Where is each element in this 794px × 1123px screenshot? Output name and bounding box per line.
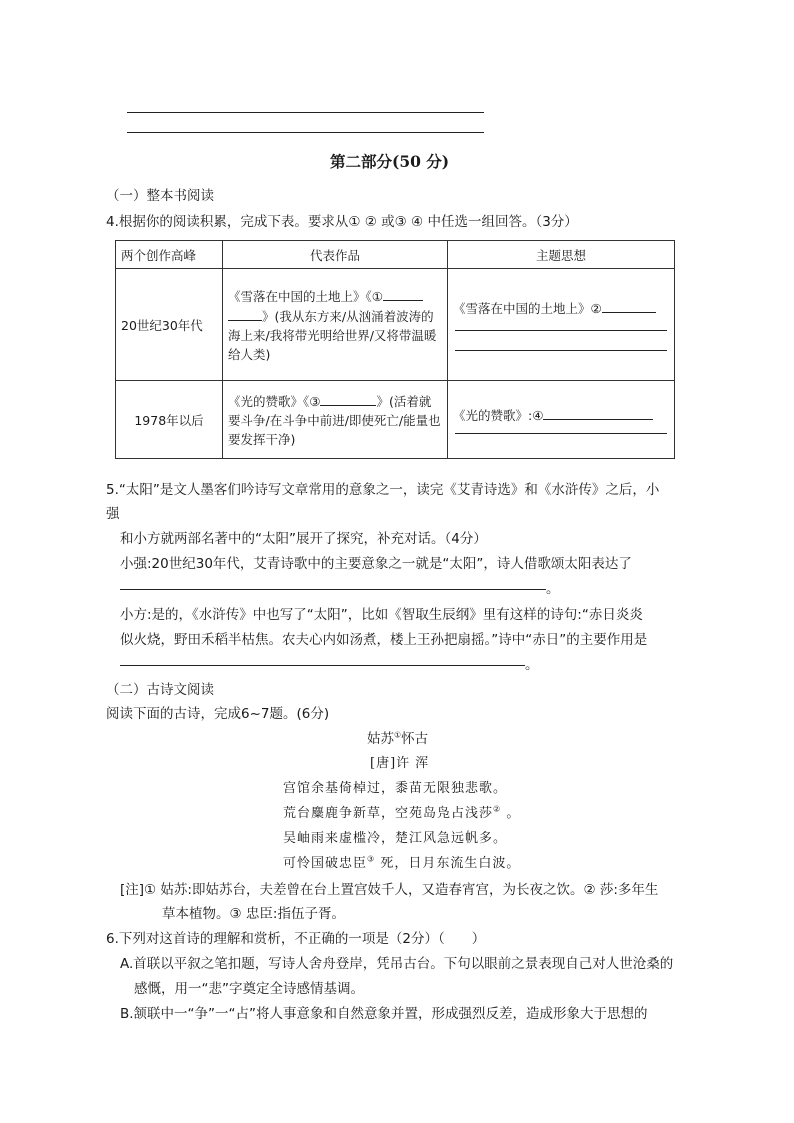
question-5-xiaofang-2: 似火烧，野田禾稻半枯焦。农夫心内如汤煮，楼上王孙把扇摇。”诗中“赤日”的主要作用是 <box>120 632 648 648</box>
works-text-a: 《光的赞歌》《③ <box>228 393 321 409</box>
blank-4[interactable] <box>543 405 653 420</box>
poem-author: [唐]许 浑 <box>370 756 430 771</box>
section-heading-whole-book: （一）整本书阅读 <box>106 188 214 204</box>
question-6-prompt: 6.下列对这首诗的理解和赏析，不正确的一项是（2分）（ ） <box>106 931 486 947</box>
poem-title: 姑苏①怀古 <box>367 730 429 747</box>
table-row <box>116 269 675 381</box>
part-title: 第二部分(50 分) <box>330 152 450 171</box>
header-theme: 主题思想 <box>448 241 675 269</box>
answer-line-2[interactable] <box>127 132 484 133</box>
section-heading-poetry: （二）古诗文阅读 <box>106 682 214 698</box>
header-period: 两个创作高峰 <box>116 241 223 269</box>
period-cell: 1978年以后 <box>116 381 223 459</box>
works-text-a: 《雪落在中国的土地上》《① <box>228 288 383 304</box>
period-mark: 。 <box>525 657 539 673</box>
theme-text: 《光的赞歌》:④ <box>453 408 544 423</box>
question-5-line-1: 5.“太阳”是文人墨客们吟诗写文章常用的意象之一，读完《艾青诗选》和《水浒传》之后，小 <box>106 482 660 498</box>
table-header-row <box>116 241 675 269</box>
works-text-b: 》(我从东方来/从汹涌着波涛的海上来/我将带光明给世界/又将带温暖给人类) <box>228 308 437 362</box>
question-5-xiaofang-1: 小方:是的，《水浒传》中也写了“太阳”，比如《智取生辰纲》里有这样的诗句:“赤日炎炎 <box>120 607 643 623</box>
blank-2-line-3[interactable] <box>455 350 667 351</box>
poem-notes-1: [注]① 姑苏:即姑苏台，夫差曾在台上置宫妓千人，又造春宵宫，为长夜之饮。② 莎:多年生 <box>120 882 659 898</box>
poem-line: 荒台麋鹿争新草，空苑岛凫占浅莎② 。 <box>283 804 521 821</box>
blank-1[interactable] <box>383 286 423 301</box>
poem-notes-2: 草本植物。③ 忠臣:指伍子胥。 <box>162 906 345 922</box>
answer-line-q5-2[interactable] <box>120 665 525 666</box>
option-a-line-2[interactable]: 感慨，用一“悲”字奠定全诗感情基调。 <box>134 981 364 997</box>
period-cell: 20世纪30年代 <box>116 269 223 381</box>
blank-1-cont[interactable] <box>228 306 262 321</box>
works-table <box>115 240 675 459</box>
poem-intro: 阅读下面的古诗，完成6~7题。(6分) <box>106 706 330 722</box>
poem-line: 吴岫雨来虚槛冷，楚江风急远帆多。 <box>283 831 508 846</box>
blank-2-line-2[interactable] <box>455 330 667 331</box>
option-b-line-1[interactable]: B.颔联中一“争”一“占”将人事意象和自然意象并置，形成强烈反差，造成形象大于思想的 <box>120 1006 648 1022</box>
answer-line-q5-1[interactable] <box>120 589 546 590</box>
theme-text: 《雪落在中国的土地上》② <box>453 301 602 316</box>
period-mark: 。 <box>546 581 560 597</box>
question-5-xiaoqiang: 小强:20世纪30年代，艾青诗歌中的主要意象之一就是“太阳”，诗人借歌颂太阳表达了 <box>120 556 632 572</box>
answer-line-1[interactable] <box>127 112 484 113</box>
blank-3[interactable] <box>320 391 376 406</box>
poem-line: 可怜国破忠臣③ 死，日月东流生白波。 <box>283 854 521 871</box>
blank-4-line-2[interactable] <box>455 433 667 434</box>
poem-line: 宫馆余基倚棹过，黍苗无限独悲歌。 <box>283 781 508 796</box>
theme-cell <box>448 269 675 381</box>
question-5-line-3: 和小方就两部名著中的“太阳”展开了探究，补充对话。（4分） <box>120 531 487 547</box>
works-cell <box>223 381 448 459</box>
question-5-line-2: 强 <box>106 506 120 522</box>
theme-cell <box>448 381 675 459</box>
table-row <box>116 381 675 459</box>
works-cell <box>223 269 448 381</box>
option-a-line-1[interactable]: A.首联以平叙之笔扣题，写诗人舍舟登岸，凭吊古台。下句以眼前之景表现自己对人世沧桑的 <box>120 956 674 972</box>
header-works: 代表作品 <box>223 241 448 269</box>
blank-2[interactable] <box>602 298 656 313</box>
works-text-b: 》(活着就要斗争/在斗争中前进/即使死亡/能量也要发挥干净) <box>228 393 441 447</box>
question-4-prompt: 4.根据你的阅读积累，完成下表。要求从① ② 或③ ④ 中任选一组回答。（3分） <box>106 214 578 230</box>
